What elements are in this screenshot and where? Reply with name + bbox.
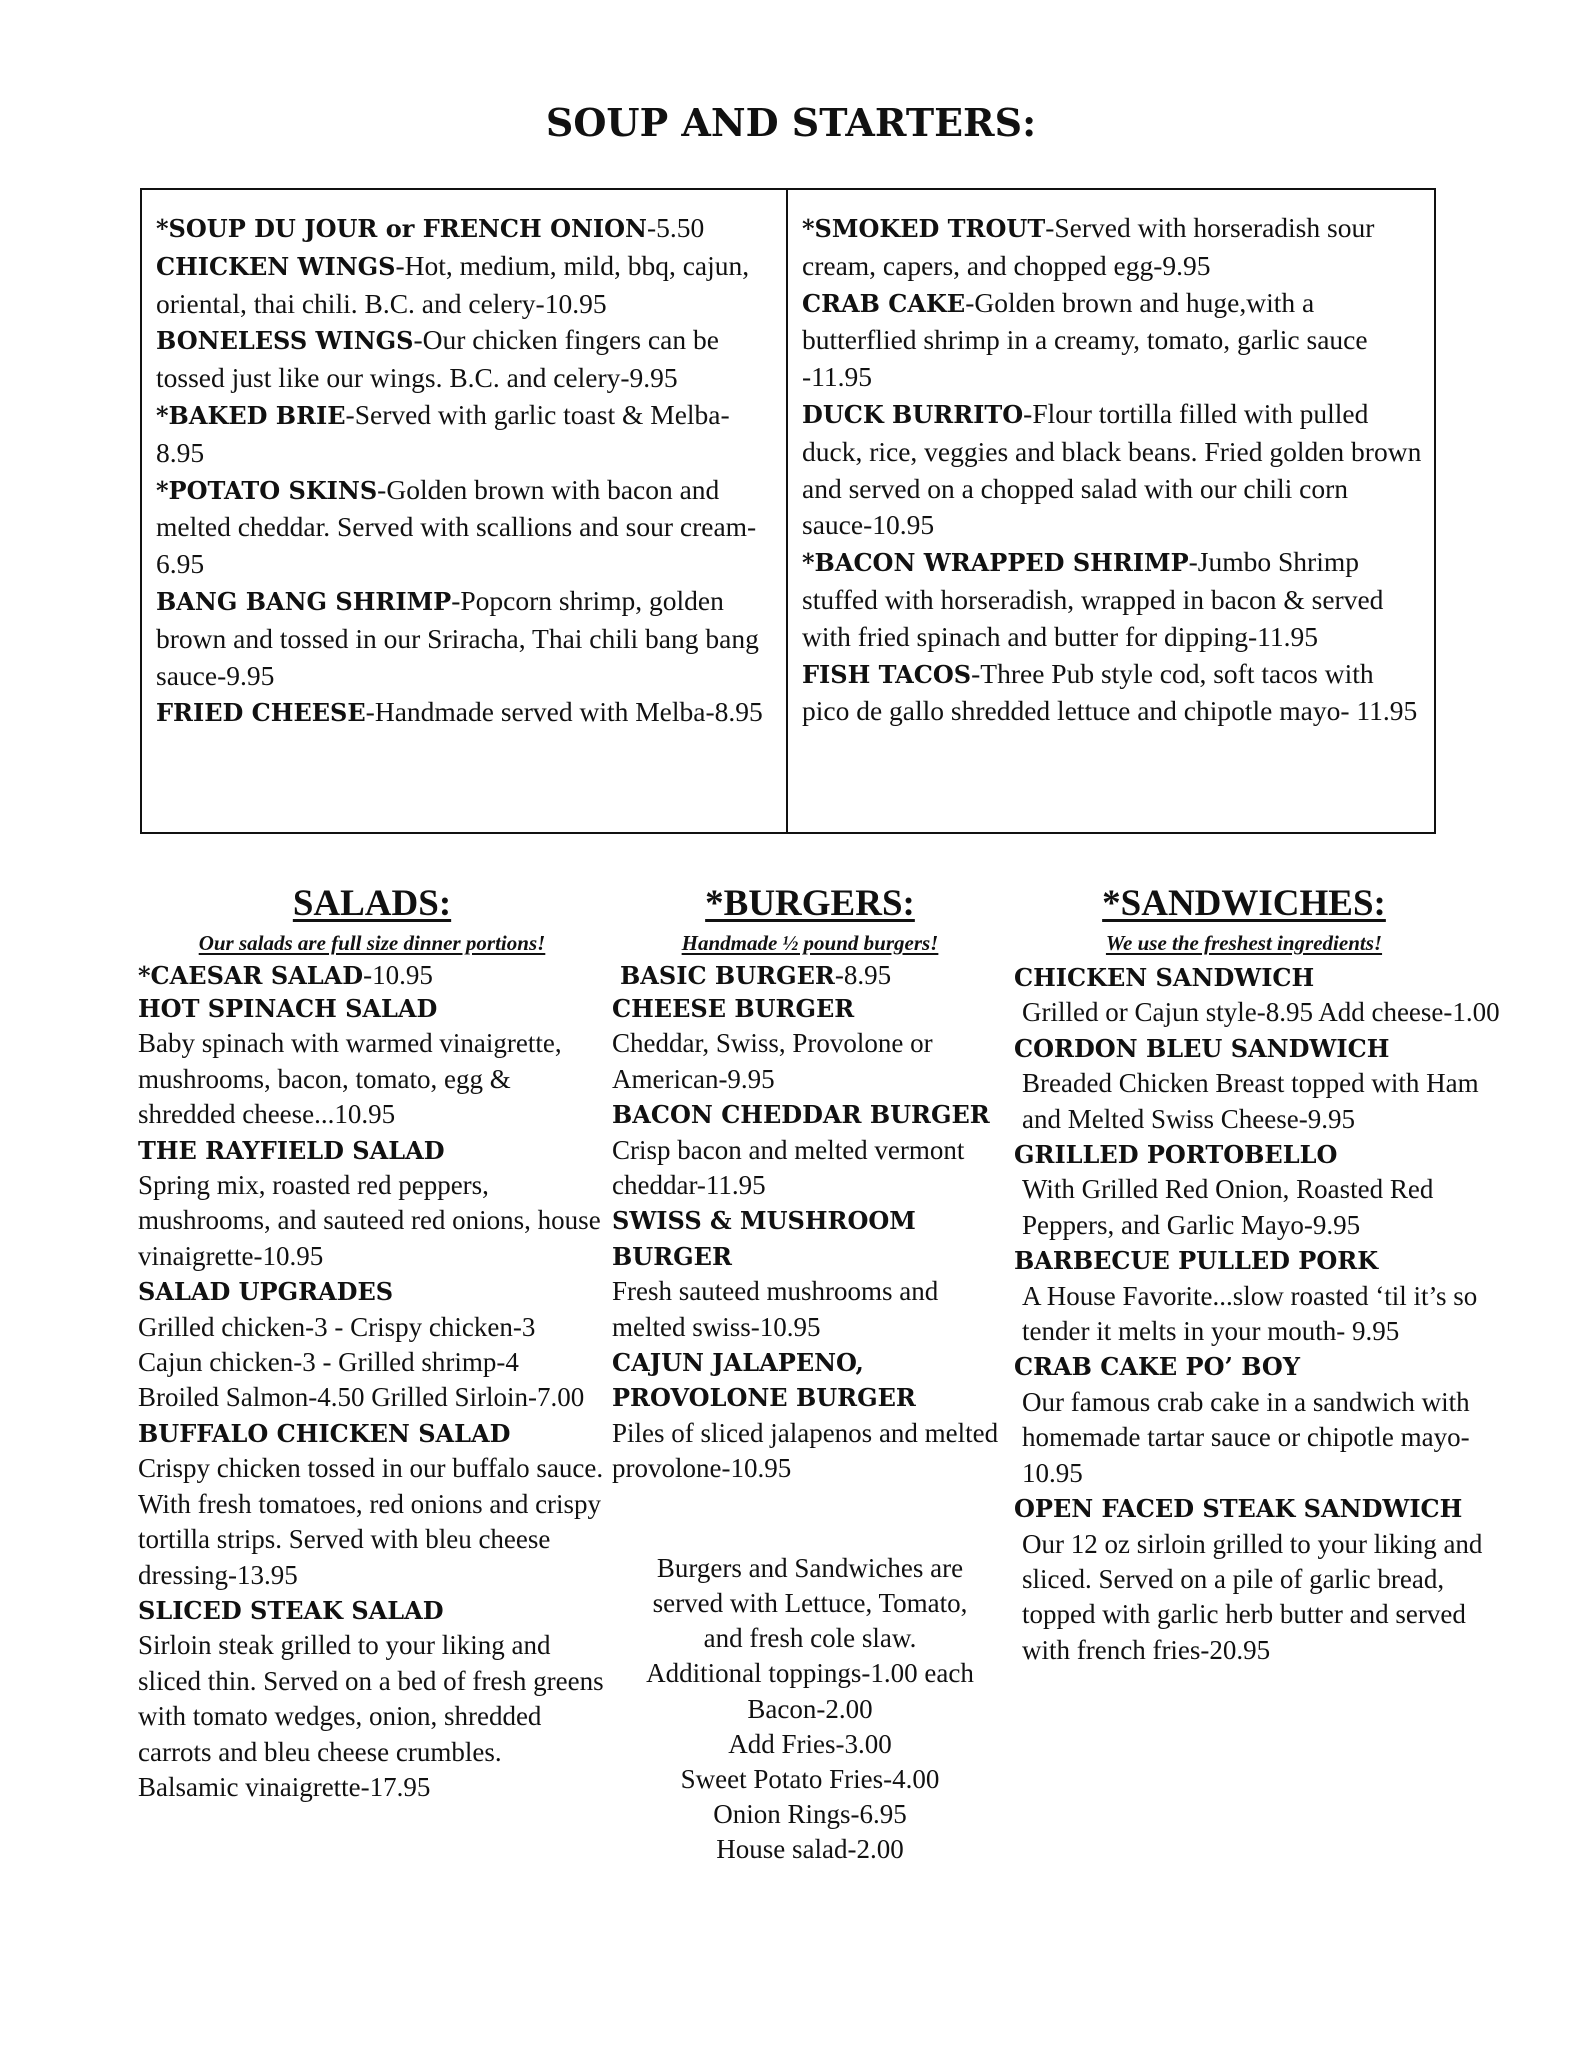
item-desc: Grilled or Cajun style-8.95 Add cheese-1.00 bbox=[1022, 997, 1500, 1028]
note-line: Bacon-2.00 bbox=[747, 1693, 873, 1724]
item-desc: Piles of sliced jalapenos and melted provolone-10.95 bbox=[612, 1417, 999, 1484]
item-desc: Spring mix, roasted red peppers, mushrooms, and sauteed red onions, house vinaigrette-10.95 bbox=[138, 1170, 601, 1271]
starter-desc: -Popcorn shrimp, golden brown and tossed in our Sriracha, Thai chili bang bang sauce-9.95 bbox=[156, 584, 759, 691]
item-name: CRAB CAKE PO’ BOY bbox=[1014, 1352, 1300, 1382]
item-name: HOT SPINACH SALAD bbox=[138, 994, 438, 1023]
item-name: GRILLED PORTOBELLO bbox=[1014, 1140, 1338, 1170]
starter-desc: -Golden brown with bacon and melted cheddar. Served with scallions and sour cream-6.95 bbox=[156, 473, 757, 580]
note-line: House salad-2.00 bbox=[716, 1834, 904, 1865]
note-line: Onion Rings-6.95 bbox=[713, 1799, 907, 1830]
salads-subtitle: Our salads are full size dinner portions! bbox=[198, 931, 546, 955]
item-desc: Sirloin steak grilled to your liking and sliced thin. Served on a bed of fresh greens with tomato wedges, onion, shredded carrots and bleu cheese crumbles. Balsamic vinaigrette-17.95 bbox=[138, 1630, 604, 1802]
item-name: OPEN FACED STEAK SANDWICH bbox=[1014, 1494, 1463, 1524]
burgers-section bbox=[612, 880, 1008, 1868]
item-name: BACON CHEDDAR BURGER bbox=[612, 1100, 990, 1130]
starter-name: BANG BANG SHRIMP bbox=[156, 586, 452, 616]
starter-desc: -Handmade served with Melba-8.95 bbox=[365, 696, 763, 728]
starter-desc: -Golden brown and huge,with a butterflied shrimp in a creamy, tomato, garlic sauce -11.95 bbox=[802, 286, 1368, 393]
salads-heading: SALADS: bbox=[292, 883, 452, 924]
starter-desc: -Flour tortilla filled with pulled duck, rice, veggies and black beans. Fried golden brown and served on a chopped salad with our chili corn sauce-10.95 bbox=[802, 397, 1422, 541]
item-name: THE RAYFIELD SALAD bbox=[138, 1135, 445, 1165]
item-name: CORDON BLEU SANDWICH bbox=[1014, 1033, 1390, 1063]
item-desc: Crisp bacon and melted vermont cheddar-11.95 bbox=[612, 1134, 965, 1201]
menu-item bbox=[612, 991, 1008, 1097]
starter-item bbox=[156, 210, 774, 248]
item-name: CHICKEN SANDWICH bbox=[1014, 963, 1315, 992]
starters-box bbox=[140, 188, 1436, 834]
item-desc: Our 12 oz sirloin grilled to your liking and sliced. Served on a pile of garlic bread, topped with garlic herb butter and served with french fries-20.95 bbox=[1022, 1528, 1483, 1665]
item-desc: Grilled chicken-3 - Crispy chicken-3 Cajun chicken-3 - Grilled shrimp-4 Broiled Salmon-4.50 Grilled Sirloin-7.00 bbox=[138, 1311, 585, 1413]
starter-item bbox=[156, 583, 774, 694]
starter-item bbox=[802, 396, 1422, 544]
starter-desc: -Hot, medium, mild, bbq, cajun, oriental, thai chili. B.C. and celery-10.95 bbox=[156, 249, 750, 319]
item-name: *CAESAR SALAD bbox=[138, 961, 364, 990]
starter-item bbox=[156, 472, 774, 583]
burgers-subtitle: Handmade ½ pound burgers! bbox=[681, 931, 939, 955]
menu-item bbox=[1014, 1491, 1514, 1668]
menu-item bbox=[138, 1416, 606, 1593]
starter-item bbox=[156, 322, 774, 397]
page-title: SOUP AND STARTERS: bbox=[545, 100, 1037, 145]
item-name: BARBECUE PULLED PORK bbox=[1014, 1246, 1379, 1276]
menu-item bbox=[612, 1097, 1008, 1203]
menu-item bbox=[1014, 1137, 1514, 1243]
starter-desc: -Our chicken fingers can be tossed just like our wings. B.C. and celery-9.95 bbox=[156, 324, 719, 394]
item-desc: With Grilled Red Onion, Roasted Red Peppers, and Garlic Mayo-9.95 bbox=[1022, 1174, 1434, 1240]
note-line: and fresh cole slaw. bbox=[703, 1623, 917, 1654]
menu-item bbox=[138, 1133, 606, 1275]
item-desc: Baby spinach with warmed vinaigrette, mushrooms, bacon, tomato, egg & shredded cheese...10.95 bbox=[138, 1028, 562, 1130]
starter-name: BONELESS WINGS bbox=[156, 326, 414, 356]
starter-desc: -Three Pub style cod, soft tacos with pico de gallo shredded lettuce and chipotle mayo- 11.95 bbox=[802, 657, 1418, 727]
item-price: -8.95 bbox=[834, 960, 892, 990]
starter-item bbox=[156, 694, 774, 732]
note-line: Burgers and Sandwiches are bbox=[656, 1552, 964, 1583]
item-name: BUFFALO CHICKEN SALAD bbox=[138, 1418, 511, 1448]
sandwiches-subtitle: We use the freshest ingredients! bbox=[1105, 931, 1383, 955]
item-desc: Our famous crab cake in a sandwich with homemade tartar sauce or chipotle mayo-10.95 bbox=[1022, 1386, 1470, 1488]
menu-item bbox=[138, 991, 606, 1133]
starter-desc: -Jumbo Shrimp stuffed with horseradish, wrapped in bacon & served with fried spinach and butter for dipping-11.95 bbox=[802, 546, 1384, 652]
starter-item bbox=[802, 544, 1422, 655]
item-desc: Crispy chicken tossed in our buffalo sauce. With fresh tomatoes, red onions and crispy tortilla strips. Served with bleu cheese dressing-13.95 bbox=[138, 1453, 604, 1590]
starter-name: *SOUP DU JOUR or FRENCH ONION bbox=[156, 214, 647, 243]
menu-item bbox=[612, 1345, 1008, 1487]
sides-note bbox=[612, 1551, 1008, 1868]
starter-item bbox=[802, 285, 1422, 396]
burgers-heading: *BURGERS: bbox=[705, 883, 915, 924]
sandwiches-section bbox=[1014, 880, 1514, 1668]
menu-item bbox=[1014, 960, 1514, 1031]
starter-name: DUCK BURRITO bbox=[802, 399, 1024, 429]
menu-item bbox=[1014, 1349, 1514, 1491]
starter-name: CRAB CAKE bbox=[802, 288, 966, 318]
starter-item bbox=[156, 248, 774, 323]
starter-name: FISH TACOS bbox=[802, 659, 972, 689]
note-line: Additional toppings-1.00 each bbox=[646, 1658, 974, 1689]
starter-name: *SMOKED TROUT bbox=[802, 214, 1046, 243]
item-name: SALAD UPGRADES bbox=[138, 1277, 394, 1307]
starter-desc: -5.50 bbox=[646, 212, 705, 243]
menu-item bbox=[138, 1593, 606, 1805]
item-name: SLICED STEAK SALAD bbox=[138, 1595, 444, 1625]
item-price: -10.95 bbox=[363, 960, 433, 990]
menu-item bbox=[1014, 1031, 1514, 1137]
starter-desc: -Served with horseradish sour cream, capers, and chopped egg-9.95 bbox=[802, 212, 1375, 281]
starters-right-column bbox=[788, 190, 1434, 832]
item-name: BASIC BURGER bbox=[620, 961, 835, 990]
starter-name: *BACON WRAPPED SHRIMP bbox=[802, 548, 1189, 578]
starter-item bbox=[802, 210, 1422, 285]
menu-item bbox=[612, 960, 1008, 991]
item-desc: Cheddar, Swiss, Provolone or American-9.95 bbox=[612, 1028, 933, 1094]
item-name: SWISS & MUSHROOM BURGER bbox=[612, 1206, 916, 1271]
menu-item bbox=[138, 960, 606, 991]
item-desc: A House Favorite...slow roasted ‘til it’s so tender it melts in your mouth- 9.95 bbox=[1022, 1280, 1478, 1347]
note-line: Sweet Potato Fries-4.00 bbox=[680, 1763, 940, 1794]
starter-name: *BAKED BRIE bbox=[156, 400, 346, 430]
sandwiches-heading: *SANDWICHES: bbox=[1102, 883, 1386, 924]
starter-item bbox=[156, 397, 774, 472]
starters-left-column bbox=[142, 190, 788, 832]
item-name: CAJUN JALAPENO, PROVOLONE BURGER bbox=[612, 1348, 916, 1413]
starter-desc: -Served with garlic toast & Melba-8.95 bbox=[156, 398, 730, 468]
menu-item bbox=[612, 1203, 1008, 1345]
menu-item bbox=[1014, 1243, 1514, 1349]
starter-item bbox=[802, 656, 1422, 731]
note-line: served with Lettuce, Tomato, bbox=[652, 1587, 968, 1618]
starter-name: FRIED CHEESE bbox=[156, 698, 366, 728]
item-desc: Fresh sauteed mushrooms and melted swiss-10.95 bbox=[612, 1276, 939, 1342]
menu-item bbox=[138, 1274, 606, 1416]
starter-name: *POTATO SKINS bbox=[156, 475, 378, 505]
salads-section bbox=[138, 880, 606, 1805]
item-desc: Breaded Chicken Breast topped with Ham and Melted Swiss Cheese-9.95 bbox=[1022, 1068, 1479, 1134]
starter-name: CHICKEN WINGS bbox=[156, 251, 396, 281]
item-name: CHEESE BURGER bbox=[612, 994, 855, 1023]
note-line: Add Fries-3.00 bbox=[728, 1728, 892, 1759]
